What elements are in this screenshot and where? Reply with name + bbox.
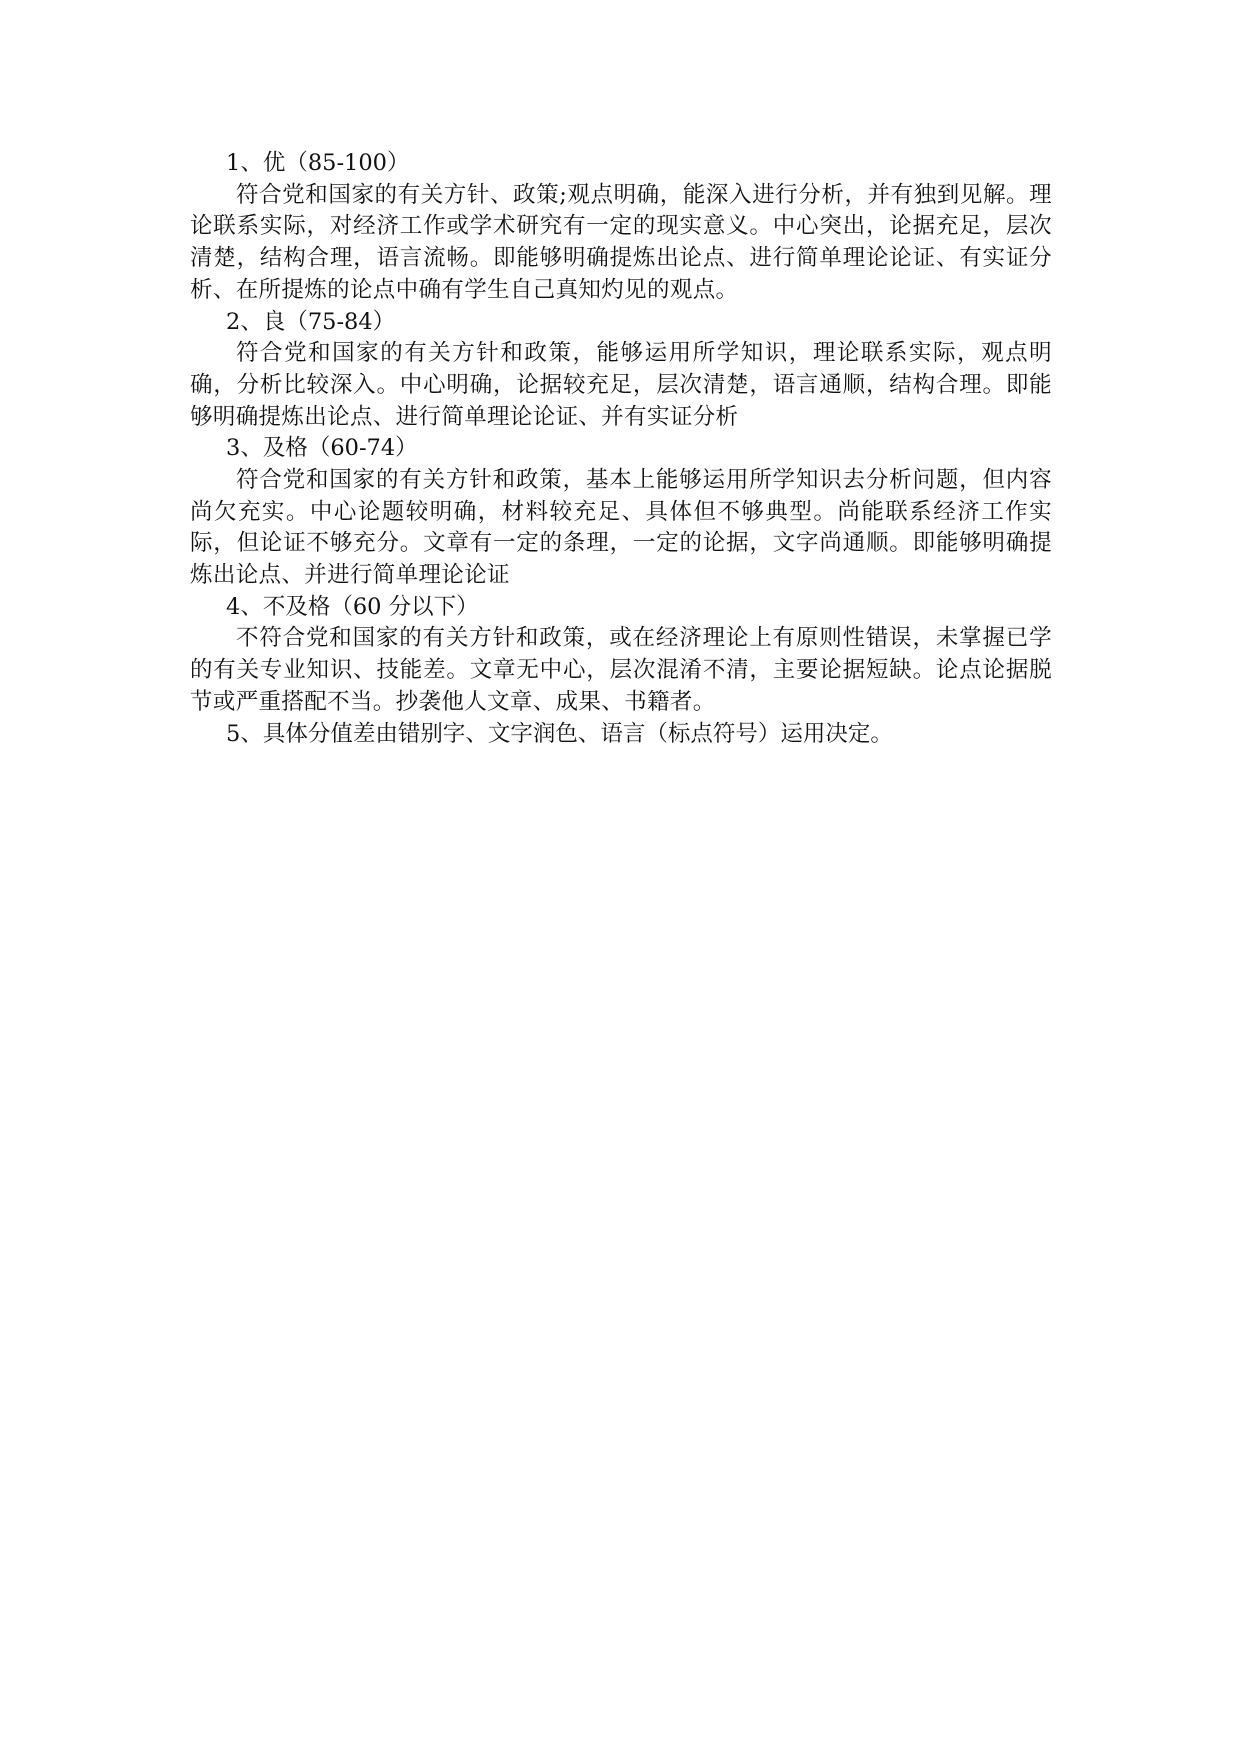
grade-fail-heading: 4、不及格（60 分以下） xyxy=(226,593,479,620)
grade-excellent-description: 符合党和国家的有关方针、政策;观点明确，能深入进行分析，并有独到见解。理论联系实际，对经济工作或学术研究有一定的现实意义。中心突出，论据充足，层次清楚，结构合理，语言流畅。即能够明确提炼出论点、进行简单理论论证、有实证分析、在所提炼的论点中确有学生自己真知灼见的观点。 xyxy=(190,181,1052,303)
grade-excellent-heading: 1、优（85-100） xyxy=(226,150,410,176)
grading-criteria-document xyxy=(190,148,1052,750)
grade-good-description: 符合党和国家的有关方针和政策，能够运用所学知识，理论联系实际，观点明确，分析比较深入。中心明确，论据较充足，层次清楚，语言通顺，结构合理。即能够明确提炼出论点、进行简单理论论证、并有实证分析 xyxy=(190,340,1052,430)
grade-fail-description: 不符合党和国家的有关方针和政策，或在经济理论上有原则性错误，未掌握已学的有关专业知识、技能差。文章无中心，层次混淆不清，主要论据短缺。论点论据脱节或严重搭配不当。抄袭他人文章、成果、书籍者。 xyxy=(190,625,1052,715)
score-difference-note: 5、具体分值差由错别字、文字润色、语言（标点符号）运用决定。 xyxy=(226,720,893,747)
grade-good-heading: 2、良（75-84） xyxy=(226,308,396,335)
grade-pass-heading: 3、及格（60-74） xyxy=(226,435,418,462)
grade-pass-description: 符合党和国家的有关方针和政策，基本上能够运用所学知识去分析问题，但内容尚欠充实。中心论题较明确，材料较充足、具体但不够典型。尚能联系经济工作实际，但论证不够充分。文章有一定的条理，一定的论据，文字尚通顺。即能够明确提炼出论点、并进行简单理论论证 xyxy=(190,466,1052,589)
